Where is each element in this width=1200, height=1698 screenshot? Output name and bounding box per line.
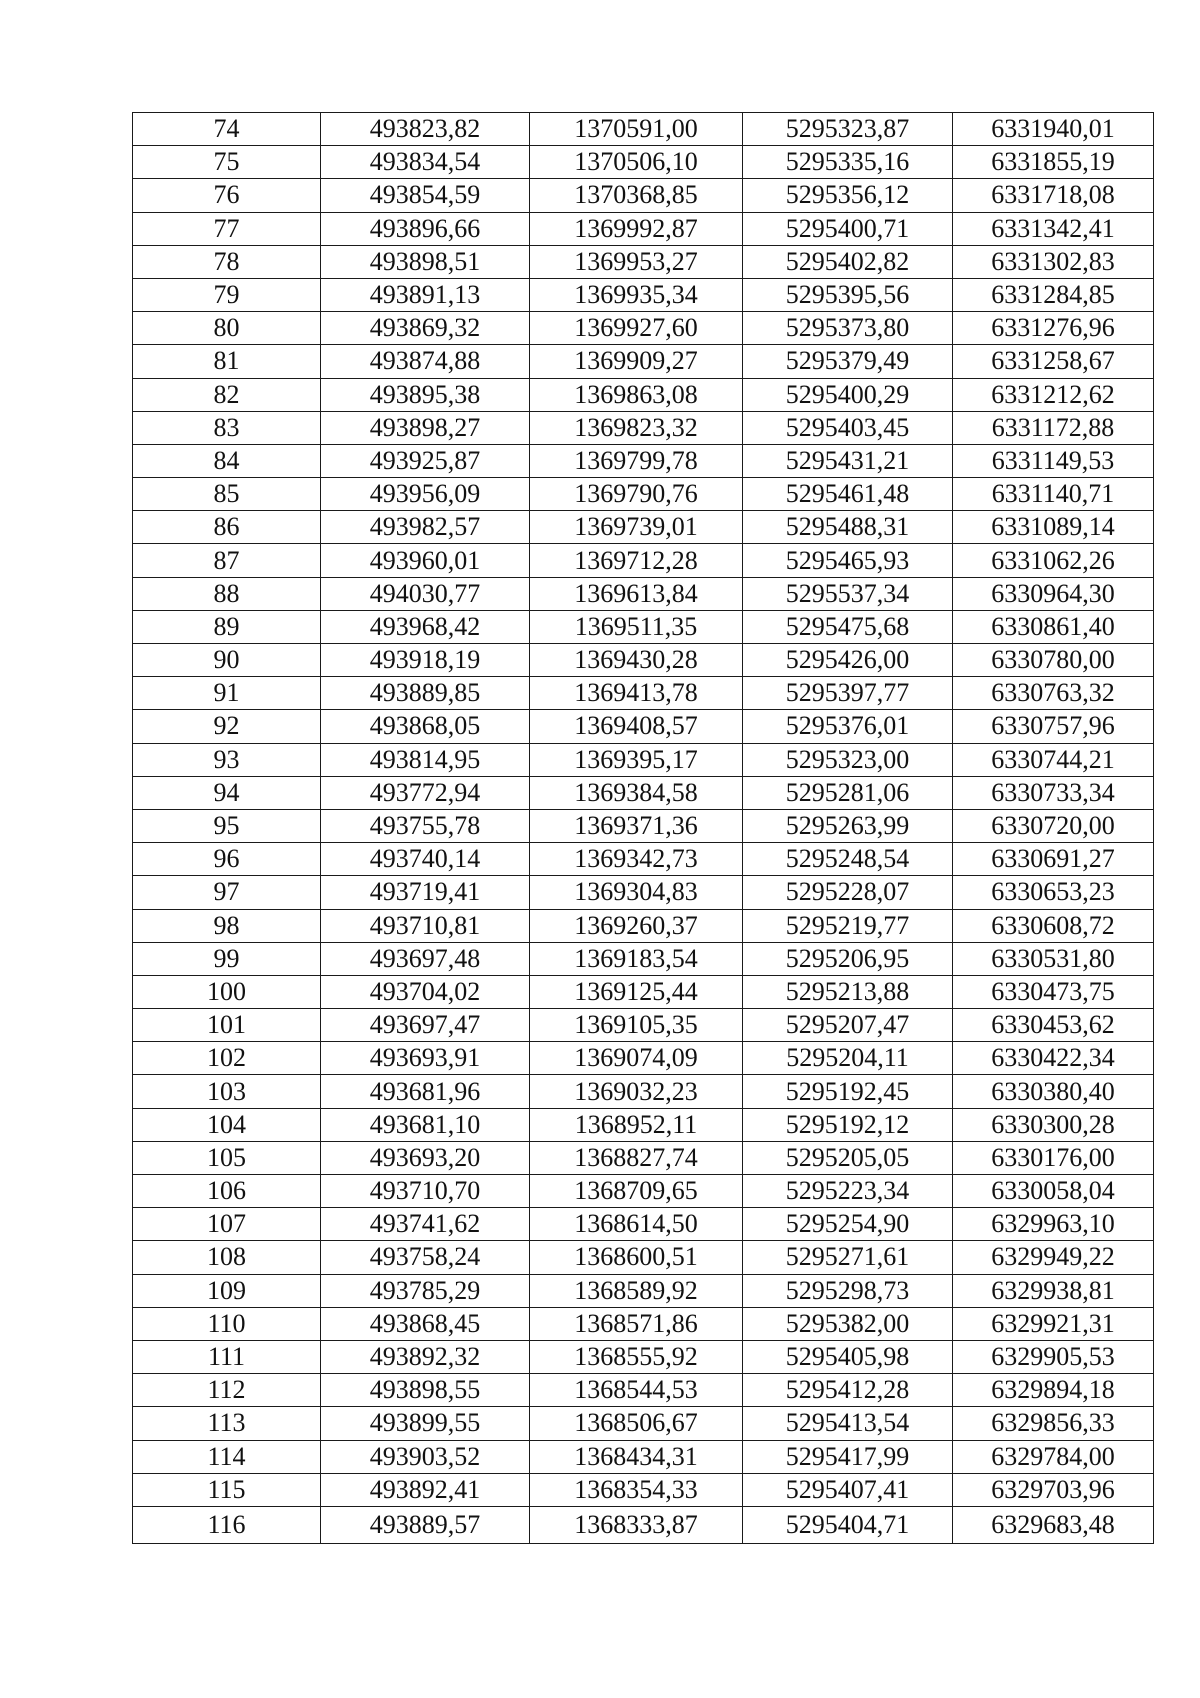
coordinate-cell: 6331284,85 xyxy=(953,278,1154,311)
point-number-cell: 112 xyxy=(133,1374,321,1407)
coordinate-cell: 1369613,84 xyxy=(530,577,743,610)
table-row xyxy=(133,776,1154,809)
point-number-cell: 91 xyxy=(133,677,321,710)
coordinate-cell: 1369712,28 xyxy=(530,544,743,577)
coordinates-table-body xyxy=(133,113,1154,1544)
coordinate-cell: 6331940,01 xyxy=(953,113,1154,146)
coordinate-cell: 6330422,34 xyxy=(953,1042,1154,1075)
coordinate-cell: 5295207,47 xyxy=(743,1009,953,1042)
coordinate-cell: 493892,41 xyxy=(321,1473,530,1506)
coordinate-cell: 6329963,10 xyxy=(953,1208,1154,1241)
coordinate-cell: 6331276,96 xyxy=(953,312,1154,345)
table-row xyxy=(133,179,1154,212)
coordinate-cell: 5295475,68 xyxy=(743,610,953,643)
table-row xyxy=(133,1009,1154,1042)
coordinate-cell: 1368544,53 xyxy=(530,1374,743,1407)
coordinate-cell: 493741,62 xyxy=(321,1208,530,1241)
table-row xyxy=(133,1274,1154,1307)
table-row xyxy=(133,677,1154,710)
coordinate-cell: 493960,01 xyxy=(321,544,530,577)
point-number-cell: 77 xyxy=(133,212,321,245)
coordinate-cell: 1368571,86 xyxy=(530,1307,743,1340)
coordinate-cell: 1368354,33 xyxy=(530,1473,743,1506)
coordinate-cell: 6329856,33 xyxy=(953,1407,1154,1440)
table-row xyxy=(133,544,1154,577)
table-row xyxy=(133,1141,1154,1174)
coordinate-cell: 1368589,92 xyxy=(530,1274,743,1307)
point-number-cell: 86 xyxy=(133,511,321,544)
coordinate-cell: 5295400,71 xyxy=(743,212,953,245)
coordinate-cell: 493834,54 xyxy=(321,146,530,179)
coordinate-cell: 6329703,96 xyxy=(953,1473,1154,1506)
coordinate-cell: 493868,05 xyxy=(321,710,530,743)
coordinate-cell: 493693,91 xyxy=(321,1042,530,1075)
point-number-cell: 109 xyxy=(133,1274,321,1307)
coordinate-cell: 5295298,73 xyxy=(743,1274,953,1307)
coordinate-cell: 1368600,51 xyxy=(530,1241,743,1274)
point-number-cell: 105 xyxy=(133,1141,321,1174)
coordinate-cell: 1368333,87 xyxy=(530,1506,743,1543)
coordinate-cell: 6330608,72 xyxy=(953,909,1154,942)
coordinate-cell: 5295397,77 xyxy=(743,677,953,710)
coordinate-cell: 1369953,27 xyxy=(530,245,743,278)
table-row xyxy=(133,710,1154,743)
coordinate-cell: 5295373,80 xyxy=(743,312,953,345)
point-number-cell: 115 xyxy=(133,1473,321,1506)
coordinate-cell: 5295219,77 xyxy=(743,909,953,942)
coordinate-cell: 6330058,04 xyxy=(953,1175,1154,1208)
coordinate-cell: 6330763,32 xyxy=(953,677,1154,710)
coordinate-cell: 5295413,54 xyxy=(743,1407,953,1440)
coordinate-cell: 493740,14 xyxy=(321,843,530,876)
coordinate-cell: 493895,38 xyxy=(321,378,530,411)
point-number-cell: 98 xyxy=(133,909,321,942)
table-row xyxy=(133,876,1154,909)
coordinate-cell: 1368434,31 xyxy=(530,1440,743,1473)
coordinate-cell: 493710,81 xyxy=(321,909,530,942)
coordinate-cell: 1368709,65 xyxy=(530,1175,743,1208)
coordinate-cell: 1369927,60 xyxy=(530,312,743,345)
table-row xyxy=(133,312,1154,345)
coordinate-cell: 1369183,54 xyxy=(530,942,743,975)
coordinate-cell: 5295403,45 xyxy=(743,411,953,444)
point-number-cell: 80 xyxy=(133,312,321,345)
point-number-cell: 111 xyxy=(133,1340,321,1373)
point-number-cell: 74 xyxy=(133,113,321,146)
coordinates-table xyxy=(132,112,1154,1544)
coordinate-cell: 1369430,28 xyxy=(530,644,743,677)
point-number-cell: 102 xyxy=(133,1042,321,1075)
coordinate-cell: 6330744,21 xyxy=(953,743,1154,776)
coordinate-cell: 6329683,48 xyxy=(953,1506,1154,1543)
table-row xyxy=(133,843,1154,876)
table-row xyxy=(133,1042,1154,1075)
coordinate-cell: 5295395,56 xyxy=(743,278,953,311)
coordinate-cell: 493889,85 xyxy=(321,677,530,710)
coordinate-cell: 6330176,00 xyxy=(953,1141,1154,1174)
point-number-cell: 96 xyxy=(133,843,321,876)
coordinate-cell: 6330733,34 xyxy=(953,776,1154,809)
point-number-cell: 104 xyxy=(133,1108,321,1141)
coordinate-cell: 6331140,71 xyxy=(953,478,1154,511)
table-row xyxy=(133,644,1154,677)
table-row xyxy=(133,212,1154,245)
point-number-cell: 93 xyxy=(133,743,321,776)
coordinate-cell: 5295323,87 xyxy=(743,113,953,146)
coordinate-cell: 493854,59 xyxy=(321,179,530,212)
point-number-cell: 100 xyxy=(133,975,321,1008)
point-number-cell: 114 xyxy=(133,1440,321,1473)
point-number-cell: 88 xyxy=(133,577,321,610)
coordinate-cell: 6330531,80 xyxy=(953,942,1154,975)
coordinate-cell: 6331212,62 xyxy=(953,378,1154,411)
coordinate-cell: 5295356,12 xyxy=(743,179,953,212)
coordinate-cell: 493719,41 xyxy=(321,876,530,909)
point-number-cell: 103 xyxy=(133,1075,321,1108)
coordinate-cell: 5295254,90 xyxy=(743,1208,953,1241)
point-number-cell: 92 xyxy=(133,710,321,743)
coordinate-cell: 1369384,58 xyxy=(530,776,743,809)
coordinate-cell: 493785,29 xyxy=(321,1274,530,1307)
coordinate-cell: 6330861,40 xyxy=(953,610,1154,643)
coordinate-cell: 5295323,00 xyxy=(743,743,953,776)
coordinate-cell: 493968,42 xyxy=(321,610,530,643)
coordinate-cell: 6331302,83 xyxy=(953,245,1154,278)
coordinate-cell: 494030,77 xyxy=(321,577,530,610)
coordinate-cell: 1369074,09 xyxy=(530,1042,743,1075)
coordinate-cell: 5295382,00 xyxy=(743,1307,953,1340)
coordinate-cell: 6330380,40 xyxy=(953,1075,1154,1108)
table-row xyxy=(133,1208,1154,1241)
coordinate-cell: 6330780,00 xyxy=(953,644,1154,677)
coordinate-cell: 493868,45 xyxy=(321,1307,530,1340)
coordinate-cell: 6330300,28 xyxy=(953,1108,1154,1141)
coordinate-cell: 5295412,28 xyxy=(743,1374,953,1407)
coordinate-cell: 6330720,00 xyxy=(953,809,1154,842)
coordinate-cell: 5295281,06 xyxy=(743,776,953,809)
coordinate-cell: 493899,55 xyxy=(321,1407,530,1440)
coordinate-cell: 493874,88 xyxy=(321,345,530,378)
table-row xyxy=(133,1340,1154,1373)
coordinate-cell: 493903,52 xyxy=(321,1440,530,1473)
point-number-cell: 106 xyxy=(133,1175,321,1208)
coordinate-cell: 493925,87 xyxy=(321,444,530,477)
point-number-cell: 82 xyxy=(133,378,321,411)
table-row xyxy=(133,1175,1154,1208)
coordinate-cell: 5295465,93 xyxy=(743,544,953,577)
coordinate-cell: 6331342,41 xyxy=(953,212,1154,245)
point-number-cell: 116 xyxy=(133,1506,321,1543)
coordinate-cell: 493891,13 xyxy=(321,278,530,311)
coordinate-cell: 5295426,00 xyxy=(743,644,953,677)
coordinate-cell: 1368506,67 xyxy=(530,1407,743,1440)
table-row xyxy=(133,1473,1154,1506)
coordinate-cell: 5295204,11 xyxy=(743,1042,953,1075)
point-number-cell: 95 xyxy=(133,809,321,842)
coordinate-cell: 1369823,32 xyxy=(530,411,743,444)
coordinate-cell: 493889,57 xyxy=(321,1506,530,1543)
coordinate-cell: 6329921,31 xyxy=(953,1307,1154,1340)
point-number-cell: 107 xyxy=(133,1208,321,1241)
coordinate-cell: 1370368,85 xyxy=(530,179,743,212)
table-row xyxy=(133,1506,1154,1543)
coordinate-cell: 5295213,88 xyxy=(743,975,953,1008)
coordinate-cell: 5295405,98 xyxy=(743,1340,953,1373)
table-row xyxy=(133,378,1154,411)
table-row xyxy=(133,511,1154,544)
point-number-cell: 90 xyxy=(133,644,321,677)
coordinate-cell: 1369032,23 xyxy=(530,1075,743,1108)
coordinate-cell: 493918,19 xyxy=(321,644,530,677)
point-number-cell: 85 xyxy=(133,478,321,511)
coordinate-cell: 1369371,36 xyxy=(530,809,743,842)
coordinate-cell: 1369395,17 xyxy=(530,743,743,776)
coordinate-cell: 6329784,00 xyxy=(953,1440,1154,1473)
coordinate-cell: 493697,47 xyxy=(321,1009,530,1042)
table-row xyxy=(133,478,1154,511)
point-number-cell: 76 xyxy=(133,179,321,212)
point-number-cell: 97 xyxy=(133,876,321,909)
coordinate-cell: 1369105,35 xyxy=(530,1009,743,1042)
coordinate-cell: 6331258,67 xyxy=(953,345,1154,378)
coordinate-cell: 1369408,57 xyxy=(530,710,743,743)
table-row xyxy=(133,146,1154,179)
coordinate-cell: 5295376,01 xyxy=(743,710,953,743)
coordinate-cell: 1370506,10 xyxy=(530,146,743,179)
coordinate-cell: 6329905,53 xyxy=(953,1340,1154,1373)
coordinate-cell: 493869,32 xyxy=(321,312,530,345)
coordinate-cell: 493772,94 xyxy=(321,776,530,809)
coordinate-cell: 5295206,95 xyxy=(743,942,953,975)
coordinate-cell: 1369790,76 xyxy=(530,478,743,511)
table-row xyxy=(133,1075,1154,1108)
point-number-cell: 79 xyxy=(133,278,321,311)
coordinate-cell: 5295431,21 xyxy=(743,444,953,477)
coordinate-cell: 1368614,50 xyxy=(530,1208,743,1241)
coordinate-cell: 5295263,99 xyxy=(743,809,953,842)
coordinate-cell: 6331149,53 xyxy=(953,444,1154,477)
table-row xyxy=(133,1407,1154,1440)
coordinate-cell: 5295379,49 xyxy=(743,345,953,378)
coordinate-cell: 493697,48 xyxy=(321,942,530,975)
table-row xyxy=(133,444,1154,477)
table-row xyxy=(133,411,1154,444)
coordinate-cell: 5295417,99 xyxy=(743,1440,953,1473)
coordinate-cell: 1368827,74 xyxy=(530,1141,743,1174)
coordinate-cell: 5295402,82 xyxy=(743,245,953,278)
coordinate-cell: 6330453,62 xyxy=(953,1009,1154,1042)
coordinate-cell: 6331718,08 xyxy=(953,179,1154,212)
coordinate-cell: 5295335,16 xyxy=(743,146,953,179)
coordinate-cell: 493898,27 xyxy=(321,411,530,444)
table-row xyxy=(133,809,1154,842)
point-number-cell: 89 xyxy=(133,610,321,643)
coordinate-cell: 493896,66 xyxy=(321,212,530,245)
table-row xyxy=(133,278,1154,311)
coordinate-cell: 1368952,11 xyxy=(530,1108,743,1141)
coordinate-cell: 493814,95 xyxy=(321,743,530,776)
coordinate-cell: 493681,96 xyxy=(321,1075,530,1108)
coordinate-cell: 6331855,19 xyxy=(953,146,1154,179)
table-row xyxy=(133,1241,1154,1274)
coordinate-cell: 1369739,01 xyxy=(530,511,743,544)
table-row xyxy=(133,1374,1154,1407)
coordinate-cell: 6330964,30 xyxy=(953,577,1154,610)
coordinate-cell: 6331089,14 xyxy=(953,511,1154,544)
point-number-cell: 75 xyxy=(133,146,321,179)
coordinate-cell: 5295271,61 xyxy=(743,1241,953,1274)
table-row xyxy=(133,743,1154,776)
table-row xyxy=(133,909,1154,942)
coordinate-cell: 1370591,00 xyxy=(530,113,743,146)
coordinate-cell: 493982,57 xyxy=(321,511,530,544)
point-number-cell: 113 xyxy=(133,1407,321,1440)
coordinate-cell: 493898,55 xyxy=(321,1374,530,1407)
coordinate-cell: 1369992,87 xyxy=(530,212,743,245)
coordinate-cell: 493693,20 xyxy=(321,1141,530,1174)
coordinate-cell: 1369935,34 xyxy=(530,278,743,311)
coordinate-cell: 5295192,45 xyxy=(743,1075,953,1108)
coordinate-cell: 6329938,81 xyxy=(953,1274,1154,1307)
coordinate-cell: 5295407,41 xyxy=(743,1473,953,1506)
coordinate-cell: 6331062,26 xyxy=(953,544,1154,577)
point-number-cell: 87 xyxy=(133,544,321,577)
coordinate-cell: 1369304,83 xyxy=(530,876,743,909)
table-row xyxy=(133,610,1154,643)
table-row xyxy=(133,113,1154,146)
coordinate-cell: 1369511,35 xyxy=(530,610,743,643)
coordinate-cell: 1369909,27 xyxy=(530,345,743,378)
coordinate-cell: 5295205,05 xyxy=(743,1141,953,1174)
coordinate-cell: 5295228,07 xyxy=(743,876,953,909)
coordinate-cell: 493704,02 xyxy=(321,975,530,1008)
coordinate-cell: 6331172,88 xyxy=(953,411,1154,444)
coordinate-cell: 6330691,27 xyxy=(953,843,1154,876)
table-row xyxy=(133,1440,1154,1473)
point-number-cell: 83 xyxy=(133,411,321,444)
coordinate-cell: 1369342,73 xyxy=(530,843,743,876)
table-row xyxy=(133,942,1154,975)
coordinate-cell: 1369125,44 xyxy=(530,975,743,1008)
coordinate-cell: 493823,82 xyxy=(321,113,530,146)
table-row xyxy=(133,577,1154,610)
coordinate-cell: 493892,32 xyxy=(321,1340,530,1373)
coordinate-cell: 5295400,29 xyxy=(743,378,953,411)
table-row xyxy=(133,345,1154,378)
coordinate-cell: 493956,09 xyxy=(321,478,530,511)
coordinate-cell: 6329949,22 xyxy=(953,1241,1154,1274)
coordinate-cell: 6330473,75 xyxy=(953,975,1154,1008)
coordinate-cell: 493681,10 xyxy=(321,1108,530,1141)
coordinate-cell: 6330653,23 xyxy=(953,876,1154,909)
coordinate-cell: 493710,70 xyxy=(321,1175,530,1208)
point-number-cell: 108 xyxy=(133,1241,321,1274)
coordinate-cell: 1368555,92 xyxy=(530,1340,743,1373)
point-number-cell: 81 xyxy=(133,345,321,378)
coordinate-cell: 5295537,34 xyxy=(743,577,953,610)
coordinate-cell: 6330757,96 xyxy=(953,710,1154,743)
point-number-cell: 101 xyxy=(133,1009,321,1042)
coordinate-cell: 5295488,31 xyxy=(743,511,953,544)
point-number-cell: 94 xyxy=(133,776,321,809)
coordinate-cell: 1369863,08 xyxy=(530,378,743,411)
coordinate-cell: 493755,78 xyxy=(321,809,530,842)
coordinate-cell: 1369799,78 xyxy=(530,444,743,477)
table-row xyxy=(133,975,1154,1008)
point-number-cell: 78 xyxy=(133,245,321,278)
coordinate-cell: 493898,51 xyxy=(321,245,530,278)
point-number-cell: 84 xyxy=(133,444,321,477)
coordinate-cell: 5295248,54 xyxy=(743,843,953,876)
coordinate-cell: 6329894,18 xyxy=(953,1374,1154,1407)
coordinate-cell: 1369260,37 xyxy=(530,909,743,942)
table-row xyxy=(133,245,1154,278)
coordinate-cell: 493758,24 xyxy=(321,1241,530,1274)
coordinate-cell: 5295461,48 xyxy=(743,478,953,511)
coordinate-cell: 5295404,71 xyxy=(743,1506,953,1543)
table-row xyxy=(133,1108,1154,1141)
table-row xyxy=(133,1307,1154,1340)
coordinate-cell: 1369413,78 xyxy=(530,677,743,710)
coordinate-cell: 5295223,34 xyxy=(743,1175,953,1208)
point-number-cell: 110 xyxy=(133,1307,321,1340)
point-number-cell: 99 xyxy=(133,942,321,975)
coordinate-cell: 5295192,12 xyxy=(743,1108,953,1141)
